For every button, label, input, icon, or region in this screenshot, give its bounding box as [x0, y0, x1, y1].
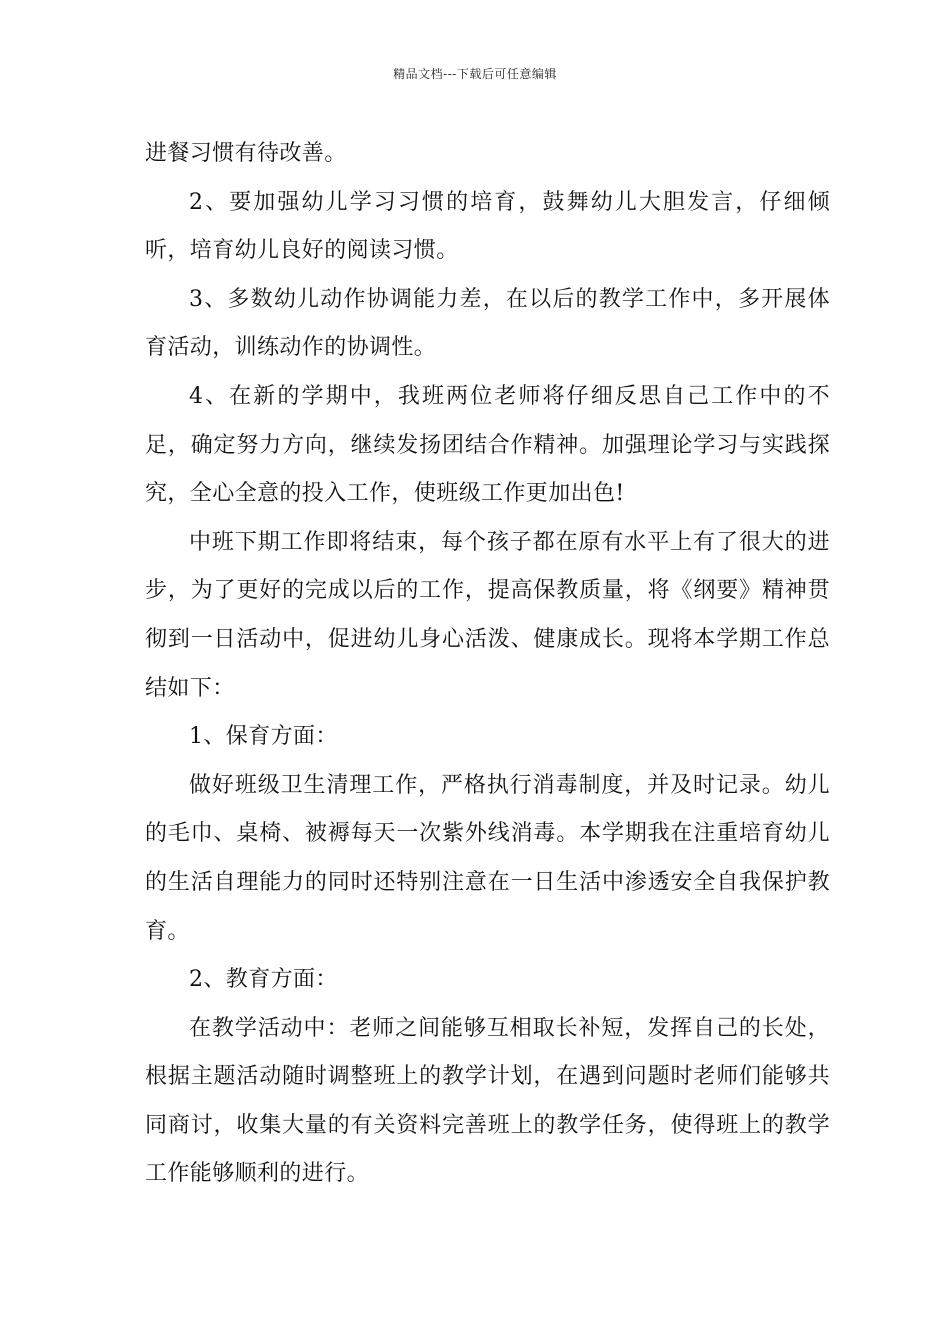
document-body	[145, 130, 830, 1199]
paragraph-education: 在教学活动中：老师之间能够互相取长补短，发挥自己的长处，根据主题活动随时调整班上的教学计划，在遇到问题时老师们能够共同商讨，收集大量的有关资料完善班上的教学任务，使得班上的教学工作能够顺利的进行。	[145, 1015, 830, 1187]
paragraph-summary-intro: 中班下期工作即将结束，每个孩子都在原有水平上有了很大的进步，为了更好的完成以后的工作，提高保教质量，将《纲要》精神贯彻到一日活动中，促进幼儿身心活泼、健康成长。现将本学期工作总结如下：	[145, 529, 830, 701]
paragraph-item-3: 3、多数幼儿动作协调能力差，在以后的教学工作中，多开展体育活动，训练动作的协调性。	[145, 286, 830, 361]
page-header: 精品文档---下载后可任意编辑	[393, 67, 557, 81]
section-heading-care: 1、保育方面：	[189, 724, 338, 750]
paragraph-continuation: 进餐习惯有待改善。	[145, 141, 347, 166]
section-heading-education: 2、教育方面：	[189, 967, 338, 993]
paragraph-care: 做好班级卫生清理工作，严格执行消毒制度，并及时记录。幼儿的毛巾、桌椅、被褥每天一次紫外线消毒。本学期我在注重培育幼儿的生活自理能力的同时还特别注意在一日生活中渗透安全自我保护教育。	[145, 772, 830, 944]
paragraph-item-2: 2、要加强幼儿学习习惯的培育，鼓舞幼儿大胆发言，仔细倾听，培育幼儿良好的阅读习惯。	[145, 189, 830, 264]
paragraph-item-4: 4、在新的学期中，我班两位老师将仔细反思自己工作中的不足，确定努力方向，继续发扬团结合作精神。加强理论学习与实践探究，全心全意的投入工作，使班级工作更加出色!	[145, 383, 830, 507]
